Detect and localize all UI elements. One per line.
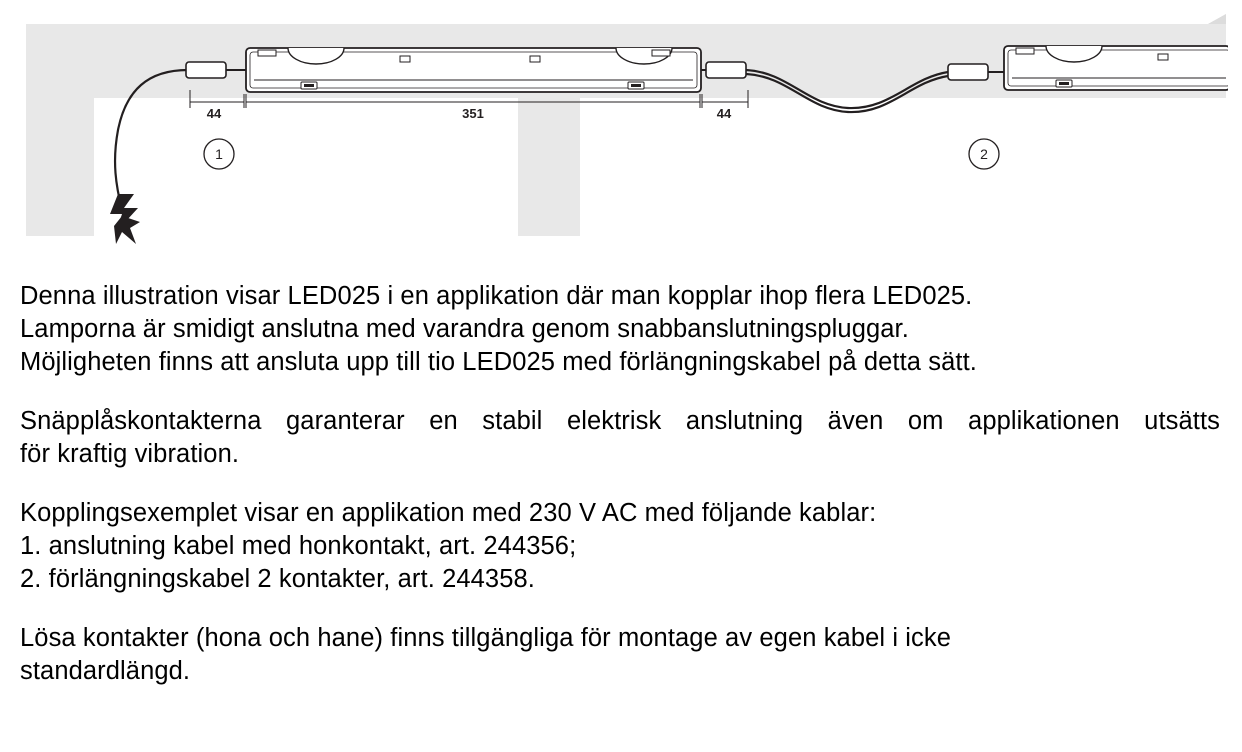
- text-line: för kraftig vibration.: [20, 440, 240, 468]
- paragraph-intro: [20, 280, 1220, 379]
- text-line: 1. anslutning kabel med honkontakt, art. 244356;: [20, 532, 577, 560]
- connector-plug-middle: [701, 62, 746, 78]
- text-line: Denna illustration visar LED025 i en applikation där man kopplar ihop flera LED025.: [20, 282, 973, 310]
- paragraph-loose-connectors: [20, 622, 1220, 688]
- text-line: Lamporna är smidigt anslutna med varandra genom snabbanslutningspluggar.: [20, 315, 909, 343]
- dimension-label: 44: [206, 106, 222, 121]
- illustration-figure: [18, 10, 1228, 260]
- callout-label: 1: [215, 146, 223, 162]
- text-line: 2. förlängningskabel 2 kontakter, art. 244358.: [20, 565, 535, 593]
- dimension-label: 44: [716, 106, 732, 121]
- led-fixture-2: [1004, 46, 1228, 90]
- text-line: Möjligheten finns att ansluta upp till tio LED025 med förlängningskabel på detta sätt.: [20, 348, 977, 376]
- text-line: standardlängd.: [20, 657, 191, 685]
- paragraph-vibration: [20, 405, 1220, 471]
- callout-label: 2: [980, 146, 988, 162]
- dimension-label: 351: [462, 106, 484, 121]
- callout-marker-2: [969, 139, 999, 169]
- callout-marker-1: [204, 139, 234, 169]
- body-text: [20, 280, 1220, 688]
- paragraph-wiring-example: [20, 497, 1220, 596]
- text-line: Lösa kontakter (hona och hane) finns tillgängliga för montage av egen kabel i icke: [20, 624, 952, 652]
- text-line: Snäpplåskontakterna garanterar en stabil elektrisk anslutning även om applikationen utsätts: [20, 407, 1220, 435]
- led-fixture-1: [246, 48, 701, 92]
- text-line: Kopplingsexemplet visar en applikation med 230 V AC med följande kablar:: [20, 499, 877, 527]
